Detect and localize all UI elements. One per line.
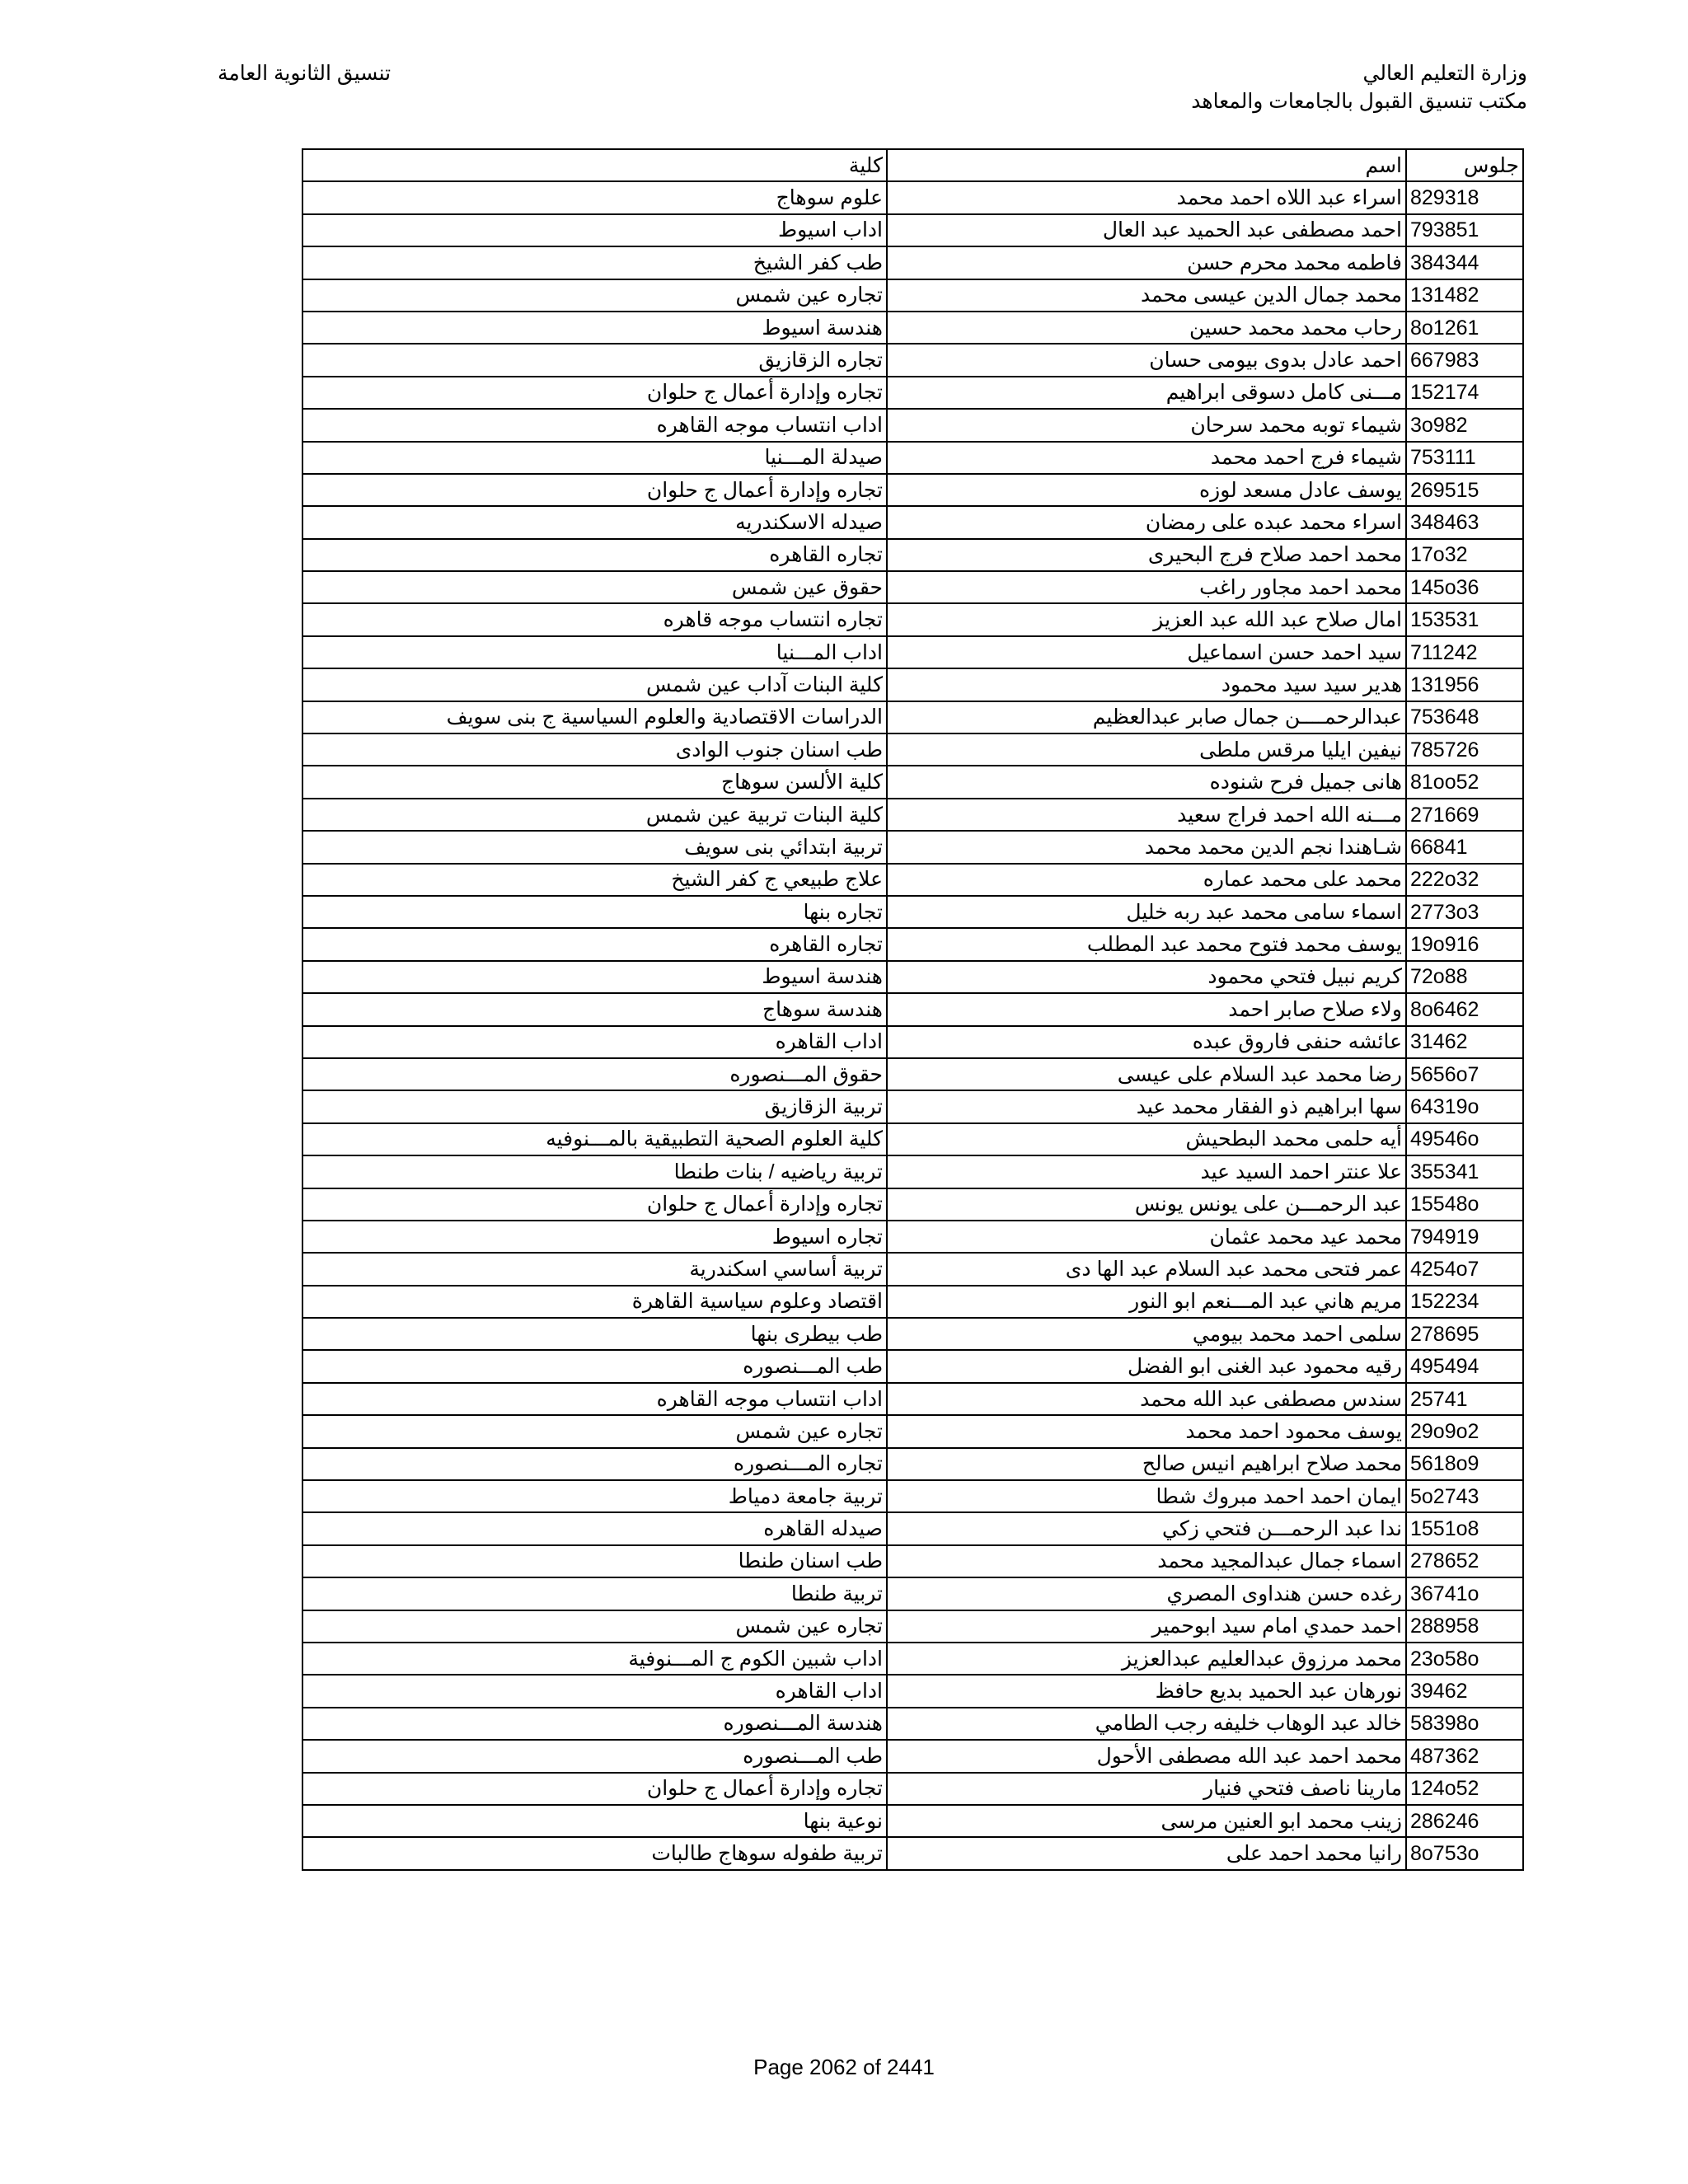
table-row	[302, 377, 1523, 409]
seat-number-cell: 829318	[1406, 181, 1523, 213]
seat-number-cell: 31462	[1406, 1026, 1523, 1058]
faculty-cell: حقوق المـــنصوره	[302, 1058, 887, 1090]
student-name-cell: يوسف محمد فتوح محمد عبد المطلب	[887, 928, 1406, 960]
student-name-cell: رقيه محمود عبد الغنى ابو الفضل	[887, 1350, 1406, 1382]
seat-number-cell: 145o36	[1406, 571, 1523, 603]
seat-number-cell: 153531	[1406, 603, 1523, 635]
seat-number-cell: 23o58o	[1406, 1643, 1523, 1675]
ministry-name: وزارة التعليم العالي	[1362, 62, 1527, 85]
seat-number-cell: 5656o7	[1406, 1058, 1523, 1090]
seat-number-cell: 81oo52	[1406, 766, 1523, 798]
faculty-cell: تجاره بنها	[302, 896, 887, 928]
student-name-cell: رغده حسن هنداوى المصري	[887, 1577, 1406, 1610]
student-name-cell: شيماء فرج احمد محمد	[887, 442, 1406, 474]
faculty-cell: تجاره اسيوط	[302, 1221, 887, 1253]
seat-number-cell: 793851	[1406, 214, 1523, 246]
table-row	[302, 344, 1523, 376]
seat-number-cell: 25741	[1406, 1383, 1523, 1415]
seat-number-cell: 487362	[1406, 1740, 1523, 1772]
table-row	[302, 1740, 1523, 1772]
student-name-cell: محمد صلاح ابراهيم انيس صالح	[887, 1448, 1406, 1480]
faculty-cell: حقوق عين شمس	[302, 571, 887, 603]
seat-number-cell: 495494	[1406, 1350, 1523, 1382]
faculty-cell: الدراسات الاقتصادية والعلوم السياسية ج بنى سويف	[302, 701, 887, 733]
student-name-cell: يوسف عادل مسعد لوزه	[887, 474, 1406, 506]
seat-number-cell: 17o32	[1406, 539, 1523, 571]
table-row	[302, 636, 1523, 668]
student-name-cell: رضا محمد عبد السلام على عيسى	[887, 1058, 1406, 1090]
seat-number-cell: 222o32	[1406, 864, 1523, 896]
table-row	[302, 214, 1523, 246]
table-row	[302, 1675, 1523, 1707]
faculty-cell: تجاره الزقازيق	[302, 344, 887, 376]
seat-number-cell: 4254o7	[1406, 1253, 1523, 1285]
faculty-cell: اداب انتساب موجه القاهره	[302, 1383, 887, 1415]
table-row	[302, 1512, 1523, 1544]
student-name-cell: هدير سيد سيد محمود	[887, 668, 1406, 701]
table-row	[302, 539, 1523, 571]
seat-number-cell: 348463	[1406, 506, 1523, 538]
student-name-cell: سها ابراهيم ذو الفقار محمد عيد	[887, 1090, 1406, 1122]
table-row	[302, 506, 1523, 538]
table-row	[302, 1448, 1523, 1480]
student-name-cell: شيماء توبه محمد سرحان	[887, 409, 1406, 441]
seat-number-cell: 8o1261	[1406, 312, 1523, 344]
faculty-cell: طب كفر الشيخ	[302, 246, 887, 279]
seat-number-cell: 753111	[1406, 442, 1523, 474]
student-name-cell: هانى جميل فرح شنوده	[887, 766, 1406, 798]
faculty-cell: طب اسنان جنوب الوادى	[302, 733, 887, 766]
table-row	[302, 246, 1523, 279]
table-header-row	[302, 149, 1523, 181]
table-row	[302, 1643, 1523, 1675]
faculty-cell: هندسة المـــنصوره	[302, 1708, 887, 1740]
seat-number-cell: 1551o8	[1406, 1512, 1523, 1544]
seat-number-cell: 15548o	[1406, 1188, 1523, 1221]
student-name-cell: مـــنى كامل دسوقى ابراهيم	[887, 377, 1406, 409]
faculty-cell: علوم سوهاج	[302, 181, 887, 213]
seat-number-cell: 2773o3	[1406, 896, 1523, 928]
table-row	[302, 1577, 1523, 1610]
student-name-cell: اسراء عبد اللاه احمد محمد	[887, 181, 1406, 213]
table-row	[302, 928, 1523, 960]
table-row	[302, 1221, 1523, 1253]
student-name-cell: محمد على محمد عماره	[887, 864, 1406, 896]
student-name-cell: مـــنه الله احمد فراج سعيد	[887, 799, 1406, 831]
faculty-cell: تجاره عين شمس	[302, 279, 887, 312]
student-name-cell: فاطمه محمد محرم حسن	[887, 246, 1406, 279]
seat-number-cell: 8o6462	[1406, 993, 1523, 1025]
student-name-cell: مارينا ناصف فتحي فنيار	[887, 1773, 1406, 1805]
seat-number-cell: 72o88	[1406, 961, 1523, 993]
table-row	[302, 409, 1523, 441]
faculty-cell: تجاره القاهره	[302, 928, 887, 960]
faculty-cell: اداب اسيوط	[302, 214, 887, 246]
table-row	[302, 961, 1523, 993]
results-table	[302, 148, 1524, 1871]
student-name-cell: احمد مصطفى عبد الحميد عبد العال	[887, 214, 1406, 246]
faculty-cell: صيدله القاهره	[302, 1512, 887, 1544]
faculty-cell: تجاره وإدارة أعمال ج حلوان	[302, 1188, 887, 1221]
faculty-cell: علاج طبيعي ج كفر الشيخ	[302, 864, 887, 896]
faculty-cell: اداب شبين الكوم ج المـــنوفية	[302, 1643, 887, 1675]
student-name-cell: عائشه حنفى فاروق عبده	[887, 1026, 1406, 1058]
table-row	[302, 1155, 1523, 1188]
student-name-cell: سيد احمد حسن اسماعيل	[887, 636, 1406, 668]
table-row	[302, 1286, 1523, 1318]
seat-number-cell: 288958	[1406, 1610, 1523, 1643]
table-row	[302, 668, 1523, 701]
student-name-cell: رانيا محمد احمد على	[887, 1837, 1406, 1869]
table-row	[302, 1318, 1523, 1350]
table-row	[302, 799, 1523, 831]
faculty-cell: تجاره عين شمس	[302, 1610, 887, 1643]
faculty-cell: كلية البنات آداب عين شمس	[302, 668, 887, 701]
table-row	[302, 1805, 1523, 1837]
table-row	[302, 181, 1523, 213]
faculty-cell: اداب انتساب موجه القاهره	[302, 409, 887, 441]
faculty-cell: صيدلة المـــنيا	[302, 442, 887, 474]
faculty-cell: تجاره عين شمس	[302, 1415, 887, 1447]
results-table-body	[302, 149, 1523, 1870]
table-row	[302, 1350, 1523, 1382]
faculty-cell: طب بيطرى بنها	[302, 1318, 887, 1350]
student-name-cell: علا عنتر احمد السيد عيد	[887, 1155, 1406, 1188]
student-name-cell: محمد احمد صلاح فرج البحيرى	[887, 539, 1406, 571]
ministry-header	[1191, 59, 1527, 115]
student-name-cell: زينب محمد ابو العنين مرسى	[887, 1805, 1406, 1837]
student-name-cell: نورهان عبد الحميد بديع حافظ	[887, 1675, 1406, 1707]
faculty-cell: تجاره وإدارة أعمال ج حلوان	[302, 377, 887, 409]
student-name-cell: خالد عبد الوهاب خليفه رجب الطامي	[887, 1708, 1406, 1740]
seat-number-cell: 5618o9	[1406, 1448, 1523, 1480]
seat-number-cell: 39462	[1406, 1675, 1523, 1707]
seat-number-cell: 131482	[1406, 279, 1523, 312]
student-name-cell: محمد احمد مجاور راغب	[887, 571, 1406, 603]
faculty-cell: صيدله الاسكندريه	[302, 506, 887, 538]
faculty-cell: طب المـــنصوره	[302, 1740, 887, 1772]
table-row	[302, 701, 1523, 733]
faculty-cell: تربية الزقازيق	[302, 1090, 887, 1122]
seat-number-cell: 29o9o2	[1406, 1415, 1523, 1447]
faculty-cell: هندسة اسيوط	[302, 312, 887, 344]
page-number: Page 2062 of 2441	[753, 2055, 935, 2079]
faculty-cell: تربية أساسي اسكندرية	[302, 1253, 887, 1285]
seat-number-cell: 64319o	[1406, 1090, 1523, 1122]
table-row	[302, 993, 1523, 1025]
student-name-cell: امال صلاح عبد الله عبد العزيز	[887, 603, 1406, 635]
table-row	[302, 1415, 1523, 1447]
student-name-cell: محمد احمد عبد الله مصطفى الأحول	[887, 1740, 1406, 1772]
table-row	[302, 1545, 1523, 1577]
faculty-cell: تجاره وإدارة أعمال ج حلوان	[302, 474, 887, 506]
table-row	[302, 1383, 1523, 1415]
column-header-name: اسم	[887, 149, 1406, 181]
office-name: مكتب تنسيق القبول بالجامعات والمعاهد	[1191, 90, 1527, 113]
table-row	[302, 1708, 1523, 1740]
student-name-cell: أيه حلمى محمد البطحيش	[887, 1123, 1406, 1155]
faculty-cell: هندسة سوهاج	[302, 993, 887, 1025]
table-row	[302, 1610, 1523, 1643]
faculty-cell: كلية البنات تربية عين شمس	[302, 799, 887, 831]
coordination-title: تنسيق الثانوية العامة	[218, 62, 392, 85]
faculty-cell: طب المـــنصوره	[302, 1350, 887, 1382]
faculty-cell: كلية الألسن سوهاج	[302, 766, 887, 798]
student-name-cell: شـاهندا نجم الدين محمد محمد	[887, 831, 1406, 863]
table-row	[302, 896, 1523, 928]
faculty-cell: تجاره المـــنصوره	[302, 1448, 887, 1480]
student-name-cell: كريم نبيل فتحي محمود	[887, 961, 1406, 993]
seat-number-cell: 286246	[1406, 1805, 1523, 1837]
seat-number-cell: 271669	[1406, 799, 1523, 831]
table-row	[302, 864, 1523, 896]
faculty-cell: طب اسنان طنطا	[302, 1545, 887, 1577]
seat-number-cell: 8o753o	[1406, 1837, 1523, 1869]
faculty-cell: هندسة اسيوط	[302, 961, 887, 993]
seat-number-cell: 278695	[1406, 1318, 1523, 1350]
faculty-cell: تجاره وإدارة أعمال ج حلوان	[302, 1773, 887, 1805]
seat-number-cell: 711242	[1406, 636, 1523, 668]
seat-number-cell: 58398o	[1406, 1708, 1523, 1740]
seat-number-cell: 152174	[1406, 377, 1523, 409]
column-header-faculty: كلية	[302, 149, 887, 181]
faculty-cell: اداب القاهره	[302, 1026, 887, 1058]
student-name-cell: اسراء محمد عبده على رمضان	[887, 506, 1406, 538]
seat-number-cell: 36741o	[1406, 1577, 1523, 1610]
faculty-cell: اداب القاهره	[302, 1675, 887, 1707]
seat-number-cell: 3o982	[1406, 409, 1523, 441]
table-row	[302, 1188, 1523, 1221]
student-name-cell: اسماء جمال عبدالمجيد محمد	[887, 1545, 1406, 1577]
seat-number-cell: 5o2743	[1406, 1480, 1523, 1512]
student-name-cell: عبدالرحمــــن جمال صابر عبدالعظيم	[887, 701, 1406, 733]
table-row	[302, 571, 1523, 603]
table-row	[302, 1026, 1523, 1058]
faculty-cell: تربية طفوله سوهاج طالبات	[302, 1837, 887, 1869]
table-row	[302, 1773, 1523, 1805]
faculty-cell: تربية رياضيه / بنات طنطا	[302, 1155, 887, 1188]
seat-number-cell: 131956	[1406, 668, 1523, 701]
student-name-cell: رحاب محمد محمد حسين	[887, 312, 1406, 344]
student-name-cell: سندس مصطفى عبد الله محمد	[887, 1383, 1406, 1415]
faculty-cell: تربية جامعة دمياط	[302, 1480, 887, 1512]
student-name-cell: ندا عبد الرحمـــن فتحي زكي	[887, 1512, 1406, 1544]
table-row	[302, 1058, 1523, 1090]
student-name-cell: اسماء سامى محمد عبد ربه خليل	[887, 896, 1406, 928]
seat-number-cell: 384344	[1406, 246, 1523, 279]
faculty-cell: تربية ابتدائي بنى سويف	[302, 831, 887, 863]
column-header-seat: جلوس	[1406, 149, 1523, 181]
seat-number-cell: 667983	[1406, 344, 1523, 376]
student-name-cell: ايمان احمد احمد مبروك شطا	[887, 1480, 1406, 1512]
table-row	[302, 603, 1523, 635]
seat-number-cell: 785726	[1406, 733, 1523, 766]
seat-number-cell: 794919	[1406, 1221, 1523, 1253]
seat-number-cell: 19o916	[1406, 928, 1523, 960]
table-row	[302, 766, 1523, 798]
seat-number-cell: 66841	[1406, 831, 1523, 863]
table-row	[302, 279, 1523, 312]
seat-number-cell: 152234	[1406, 1286, 1523, 1318]
table-row	[302, 1837, 1523, 1869]
faculty-cell: كلية العلوم الصحية التطبيقية بالمـــنوفيه	[302, 1123, 887, 1155]
student-name-cell: محمد عيد محمد عثمان	[887, 1221, 1406, 1253]
seat-number-cell: 355341	[1406, 1155, 1523, 1188]
seat-number-cell: 49546o	[1406, 1123, 1523, 1155]
seat-number-cell: 753648	[1406, 701, 1523, 733]
faculty-cell: تجاره القاهره	[302, 539, 887, 571]
faculty-cell: اداب المـــنيا	[302, 636, 887, 668]
student-name-cell: عبد الرحمـــن على يونس يونس	[887, 1188, 1406, 1221]
table-row	[302, 312, 1523, 344]
student-name-cell: احمد حمدي امام سيد ابوحمير	[887, 1610, 1406, 1643]
student-name-cell: نيفين ايليا مرقس ملطى	[887, 733, 1406, 766]
table-row	[302, 474, 1523, 506]
table-row	[302, 1123, 1523, 1155]
table-row	[302, 831, 1523, 863]
student-name-cell: عمر فتحى محمد عبد السلام عبد الها دى	[887, 1253, 1406, 1285]
table-row	[302, 1090, 1523, 1122]
student-name-cell: محمد جمال الدين عيسى محمد	[887, 279, 1406, 312]
student-name-cell: سلمى احمد محمد بيومي	[887, 1318, 1406, 1350]
faculty-cell: تجاره انتساب موجه قاهره	[302, 603, 887, 635]
student-name-cell: ولاء صلاح صابر احمد	[887, 993, 1406, 1025]
student-name-cell: يوسف محمود احمد محمد	[887, 1415, 1406, 1447]
faculty-cell: نوعية بنها	[302, 1805, 887, 1837]
student-name-cell: مريم هاني عبد المـــنعم ابو النور	[887, 1286, 1406, 1318]
table-row	[302, 442, 1523, 474]
faculty-cell: تربية طنطا	[302, 1577, 887, 1610]
table-row	[302, 733, 1523, 766]
faculty-cell: اقتصاد وعلوم سياسية القاهرة	[302, 1286, 887, 1318]
student-name-cell: احمد عادل بدوى بيومى حسان	[887, 344, 1406, 376]
seat-number-cell: 278652	[1406, 1545, 1523, 1577]
table-row	[302, 1253, 1523, 1285]
student-name-cell: محمد مرزوق عبدالعليم عبدالعزيز	[887, 1643, 1406, 1675]
seat-number-cell: 124o52	[1406, 1773, 1523, 1805]
seat-number-cell: 269515	[1406, 474, 1523, 506]
table-row	[302, 1480, 1523, 1512]
